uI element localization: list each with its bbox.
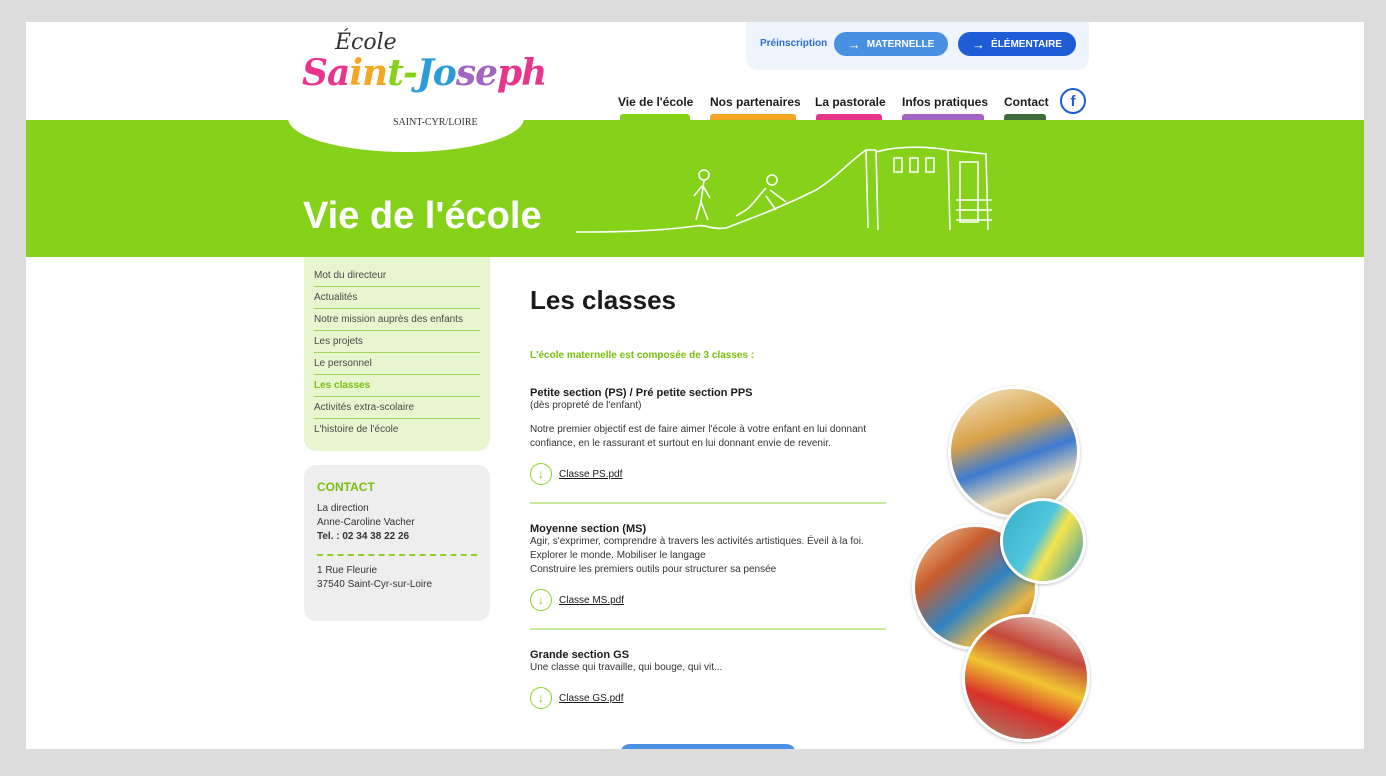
download-icon: ↓: [530, 687, 552, 709]
sidebar-item-projets[interactable]: Les projets: [314, 331, 480, 353]
classroom-photo: [1000, 498, 1086, 584]
contact-address-2: 37540 Saint-Cyr-sur-Loire: [317, 579, 433, 590]
sidebar-item-personnel[interactable]: Le personnel: [314, 353, 480, 375]
contact-address-1: 1 Rue Fleurie: [317, 565, 378, 576]
download-link[interactable]: Classe GS.pdf: [559, 692, 624, 704]
arrow-right-icon: →: [972, 36, 986, 52]
divider: [530, 628, 886, 630]
section-gs: [530, 649, 886, 709]
sidebar-item-mot-directeur[interactable]: Mot du directeur: [314, 265, 480, 287]
contact-phone[interactable]: Tel. : 02 34 38 22 26: [317, 531, 410, 542]
preinscription-bar: [746, 22, 1089, 70]
sidebar-item-mission[interactable]: Notre mission auprès des enfants: [314, 309, 480, 331]
section-title: Petite section (PS) / Pré petite section PPS: [530, 387, 753, 399]
bottom-button[interactable]: [620, 744, 796, 749]
elementaire-button[interactable]: → ÉLÉMENTAIRE: [958, 32, 1076, 56]
contact-title: CONTACT: [317, 480, 375, 494]
section-text: confiance, en le rassurant et surtout en lui donnant envie de revenir.: [530, 438, 831, 449]
intro-text: L'école maternelle est composée de 3 classes :: [530, 350, 755, 361]
section-text: Construire les premiers outils pour structurer sa pensée: [530, 564, 777, 575]
download-ps[interactable]: [530, 463, 886, 485]
classroom-photo: [962, 614, 1090, 742]
sidebar-item-actualites[interactable]: Actualités: [314, 287, 480, 309]
section-subtitle: (dès propreté de l'enfant): [530, 400, 642, 411]
section-text: Explorer le monde. Mobiliser le langage: [530, 550, 706, 561]
logo-name: Saint-Joseph: [302, 52, 547, 94]
nav-vie-ecole[interactable]: Vie de l'école: [618, 95, 694, 109]
download-link[interactable]: Classe MS.pdf: [559, 594, 625, 606]
page-title: Les classes: [530, 285, 677, 315]
contact-name: Anne-Caroline Vacher: [317, 517, 415, 528]
playground-illustration: [576, 140, 996, 240]
nav-pastorale[interactable]: La pastorale: [815, 95, 886, 109]
section-ms: [530, 523, 886, 630]
sidebar-item-activites[interactable]: Activités extra-scolaire: [314, 397, 480, 419]
section-title: Grande section GS: [530, 649, 630, 661]
logo-subtitle: SAINT-CYR/LOIRE: [393, 117, 478, 128]
section-text: Notre premier objectif est de faire aimer l'école à votre enfant en lui donnant: [530, 424, 866, 435]
divider: [530, 502, 886, 504]
arrow-right-icon: →: [847, 36, 861, 52]
section-text: Une classe qui travaille, qui bouge, qui vit...: [530, 662, 723, 673]
divider: [317, 554, 477, 556]
section-text: Agir, s'exprimer, comprendre à travers les activités artistiques. Éveil à la foi.: [530, 536, 864, 547]
section-ps: [530, 387, 886, 504]
banner-title: Vie de l'école: [303, 195, 542, 237]
nav-contact[interactable]: Contact: [1004, 95, 1049, 109]
hero-banner: [26, 120, 1364, 257]
logo-ecole: École: [335, 30, 397, 55]
sidebar-menu: [304, 257, 490, 451]
facebook-icon[interactable]: f: [1060, 88, 1086, 114]
classroom-photo: [948, 386, 1080, 518]
download-icon: ↓: [530, 463, 552, 485]
nav-infos-pratiques[interactable]: Infos pratiques: [902, 95, 989, 109]
page: [26, 22, 1364, 749]
contact-line: La direction: [317, 503, 369, 514]
preinscription-label: Préinscription: [760, 38, 828, 49]
sidebar-item-histoire[interactable]: L'histoire de l'école: [314, 424, 399, 435]
nav-partenaires[interactable]: Nos partenaires: [710, 95, 801, 109]
section-title: Moyenne section (MS): [530, 523, 647, 535]
main-content: [530, 285, 886, 709]
download-gs[interactable]: [530, 687, 886, 709]
maternelle-button[interactable]: → MATERNELLE: [834, 32, 948, 56]
contact-card: [304, 465, 490, 621]
download-icon: ↓: [530, 589, 552, 611]
sidebar-item-classes[interactable]: Les classes: [314, 375, 480, 397]
download-ms[interactable]: [530, 589, 886, 611]
school-logo[interactable]: [288, 22, 547, 152]
download-link[interactable]: Classe PS.pdf: [559, 468, 623, 480]
